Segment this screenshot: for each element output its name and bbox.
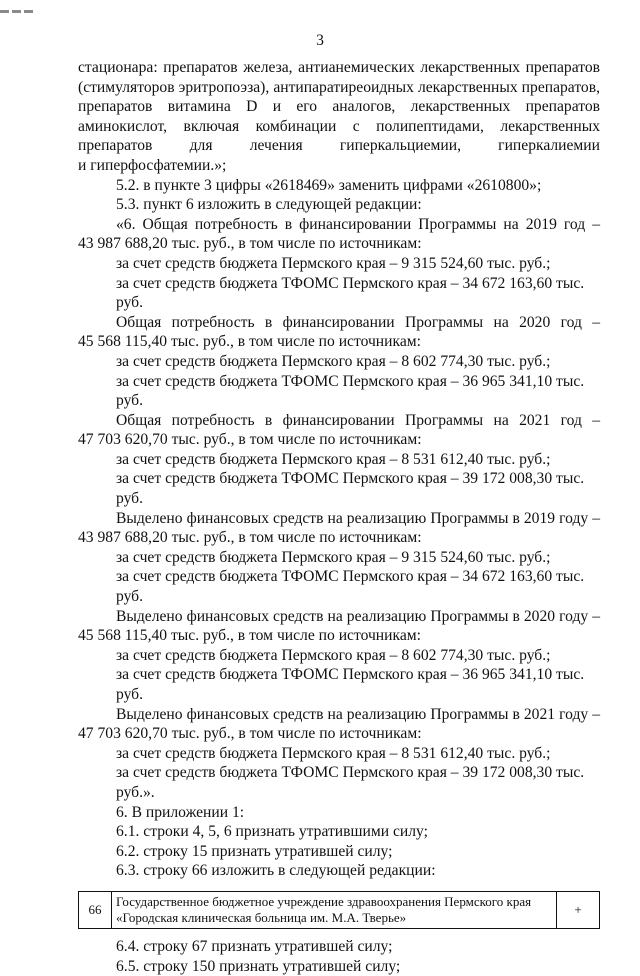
paragraph-line: препаратов витамина D и его аналогов, лекарственных препаратов [78,98,600,116]
source-line: за счет средств бюджета ТФОМС Пермского края – 39 172 008,30 тыс. руб. [116,470,585,508]
paragraph-line: «6. Общая потребность в финансировании Программы на 2019 год – [116,215,600,233]
table-row [79,891,600,928]
clause-6-3: 6.3. строку 66 изложить в следующей редакции: [116,862,436,880]
top-edge-mark [0,0,42,3]
clause-5-2: 5.2. в пункте 3 цифры «2618469» заменить цифрами «2610800»; [116,176,542,194]
source-line: за счет средств бюджета ТФОМС Пермского края – 36 965 341,10 тыс. руб. [116,372,585,410]
source-line: за счет средств бюджета Пермского края – 8 531 612,40 тыс. руб.; [116,450,551,468]
source-line: за счет средств бюджета Пермского края – 8 602 774,30 тыс. руб.; [116,352,551,370]
source-line: за счет средств бюджета Пермского края – 8 531 612,40 тыс. руб.; [116,744,551,762]
paragraph-line: (стимуляторов эритропоэза), антипаратиреоидных лекарственных препаратов, [78,78,600,96]
paragraph-line: Общая потребность в финансировании Программы на 2021 год – [116,411,600,429]
clause-6-5: 6.5. строку 150 признать утратившей силу; [116,957,401,975]
row-number-cell: 66 [79,891,112,928]
paragraph-line: стационара: препаратов железа, антианемических лекарственных препаратов [78,59,600,76]
paragraph-line: и гиперфосфатемии.»; [78,156,227,174]
institution-line-2: «Городская клиническая больница им. М.А. Тверье» [116,909,407,925]
institution-name-cell [112,891,557,928]
clause-6: 6. В приложении 1: [116,803,245,821]
clause-5-3: 5.3. пункт 6 изложить в следующей редакции: [116,196,422,214]
page-number: 3 [316,32,324,49]
clause-6-1: 6.1. строки 4, 5, 6 признать утратившими силу; [116,823,428,841]
paragraph-line: 45 568 115,40 тыс. руб., в том числе по источникам: [78,333,421,351]
paragraph-line: аминокислот, включая комбинации с полипептидами, лекарственных [78,117,600,135]
source-line: за счет средств бюджета ТФОМС Пермского края – 34 672 163,60 тыс. руб. [116,568,585,606]
source-line: за счет средств бюджета Пермского края – 9 315 524,60 тыс. руб.; [116,548,551,566]
paragraph-line: 45 568 115,40 тыс. руб., в том числе по источникам: [78,627,421,645]
clause-6-4: 6.4. строку 67 признать утратившей силу; [116,937,393,955]
document-body [78,58,600,976]
paragraph-line: Общая потребность в финансировании Программы на 2020 год – [116,313,600,331]
paragraph-line: 43 987 688,20 тыс. руб., в том числе по источникам: [78,235,422,253]
source-line: за счет средств бюджета Пермского края – 8 602 774,30 тыс. руб.; [116,646,551,664]
clause-6-2: 6.2. строку 15 признать утратившей силу; [116,842,393,860]
source-line: за счет средств бюджета Пермского края – 9 315 524,60 тыс. руб.; [116,254,551,272]
paragraph-line: Выделено финансовых средств на реализацию Программы в 2019 году – [116,509,600,527]
source-line: за счет средств бюджета ТФОМС Пермского края – 34 672 163,60 тыс. руб. [116,274,585,312]
paragraph-line: 43 987 688,20 тыс. руб., в том числе по источникам: [78,529,422,547]
appendix-row-table [78,891,600,929]
paragraph-line: Выделено финансовых средств на реализацию Программы в 2020 году – [116,607,600,625]
source-line: за счет средств бюджета ТФОМС Пермского края – 39 172 008,30 тыс. руб.». [116,764,585,801]
participation-mark-cell: + [557,891,600,928]
source-line: за счет средств бюджета ТФОМС Пермского края – 36 965 341,10 тыс. руб. [116,666,585,703]
institution-line-1: Государственное бюджетное учреждение здравоохранения Пермского края [116,893,532,909]
paragraph-line: препаратов для лечения гиперкальциемии, гиперкалиемии [78,137,600,155]
paragraph-line: 47 703 620,70 тыс. руб., в том числе по источникам: [78,725,422,743]
paragraph-line: 47 703 620,70 тыс. руб., в том числе по источникам: [78,431,422,449]
paragraph-line: Выделено финансовых средств на реализацию Программы в 2021 году – [116,705,600,723]
